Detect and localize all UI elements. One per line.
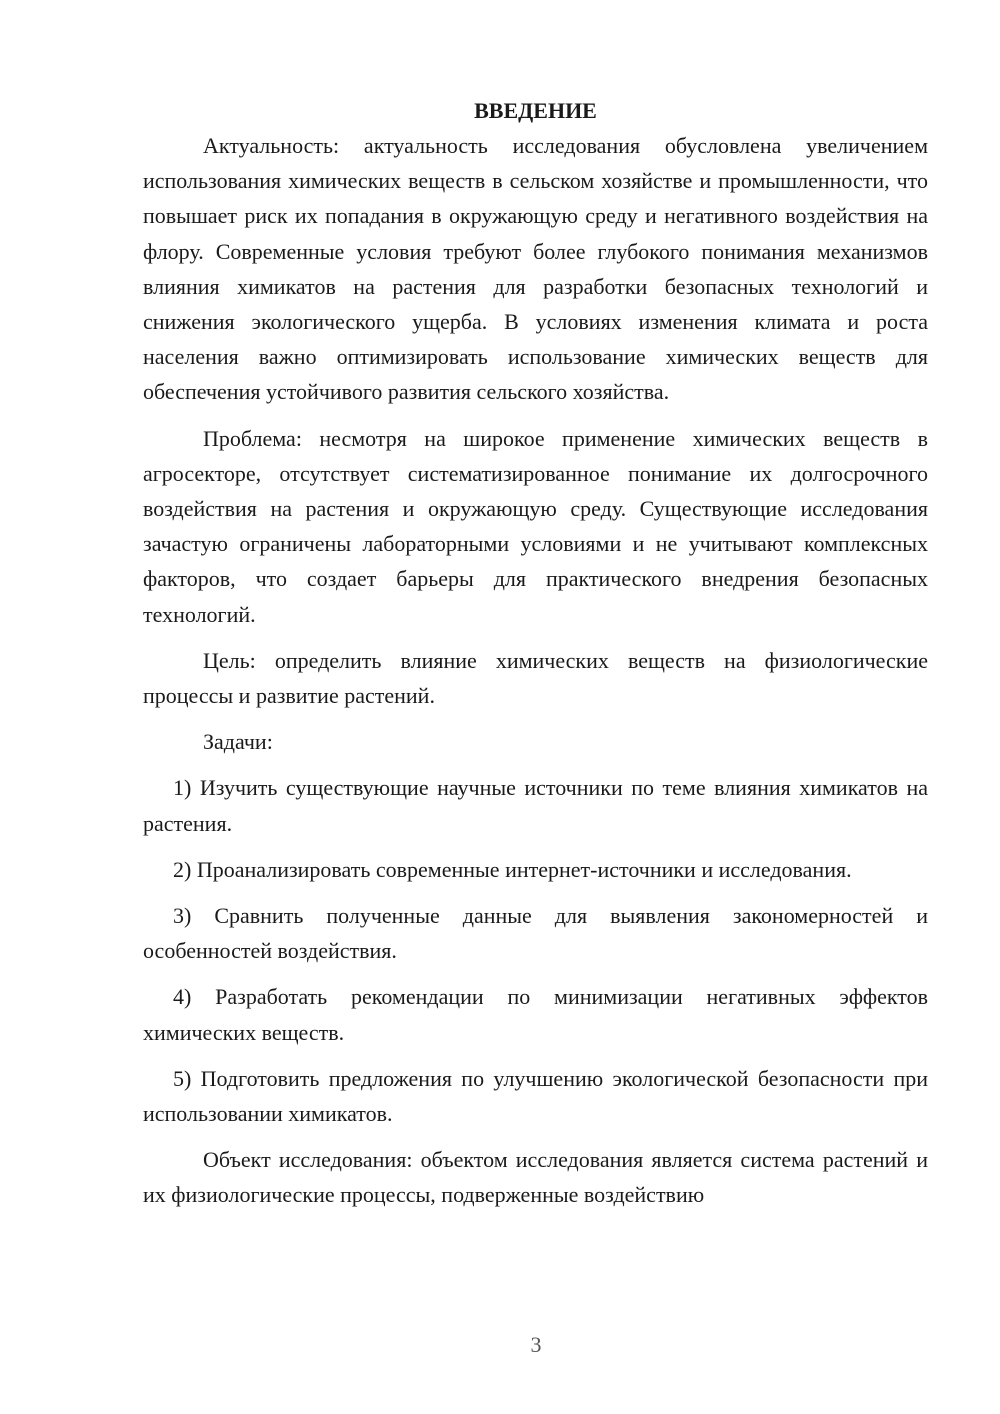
task-item: 1) Изучить существующие научные источники по теме влияния химикатов на растения. [143, 775, 928, 836]
section-title: ВВЕДЕНИЕ [474, 98, 597, 123]
problem-paragraph: Проблема: несмотря на широкое применение химических веществ в агросекторе, отсутствует систематизированное понимание их долгосрочного воздействия на растения и окружающую среду. Существующие исследования зачастую ограничены лабораторными условиями и не учитывают комплексных факторов, что создает барьеры для практического внедрения безопасных технологий. [143, 425, 928, 627]
object-paragraph: Объект исследования: объектом исследования является система растений и их физиологические процессы, подверженные воздействию [143, 1147, 928, 1208]
relevance-paragraph: Актуальность: актуальность исследования обусловлена увеличением использования химических веществ в сельском хозяйстве и промышленности, что повышает риск их попадания в окружающую среду и негативного воздействия на флору. Современные условия требуют более глубокого понимания механизмов влияния химикатов на растения для разработки безопасных технологий и снижения экологического ущерба. В условиях изменения климата и роста населения важно оптимизировать использование химических веществ для обеспечения устойчивого развития сельского хозяйства. [143, 133, 928, 405]
task-item: 5) Подготовить предложения по улучшению экологической безопасности при использовании химикатов. [143, 1065, 928, 1127]
goal-paragraph: Цель: определить влияние химических веществ на физиологические процессы и развитие растений. [143, 647, 928, 709]
task-item: 3) Сравнить полученные данные для выявления закономерностей и особенностей воздействия. [143, 903, 928, 964]
task-item: 2) Проанализировать современные интернет-источники и исследования. [173, 856, 852, 882]
task-item: 4) Разработать рекомендации по минимизации негативных эффектов химических веществ. [143, 984, 928, 1045]
tasks-label: Задачи: [203, 729, 273, 755]
document-page [143, 93, 928, 1213]
page-number: 3 [530, 1332, 542, 1357]
